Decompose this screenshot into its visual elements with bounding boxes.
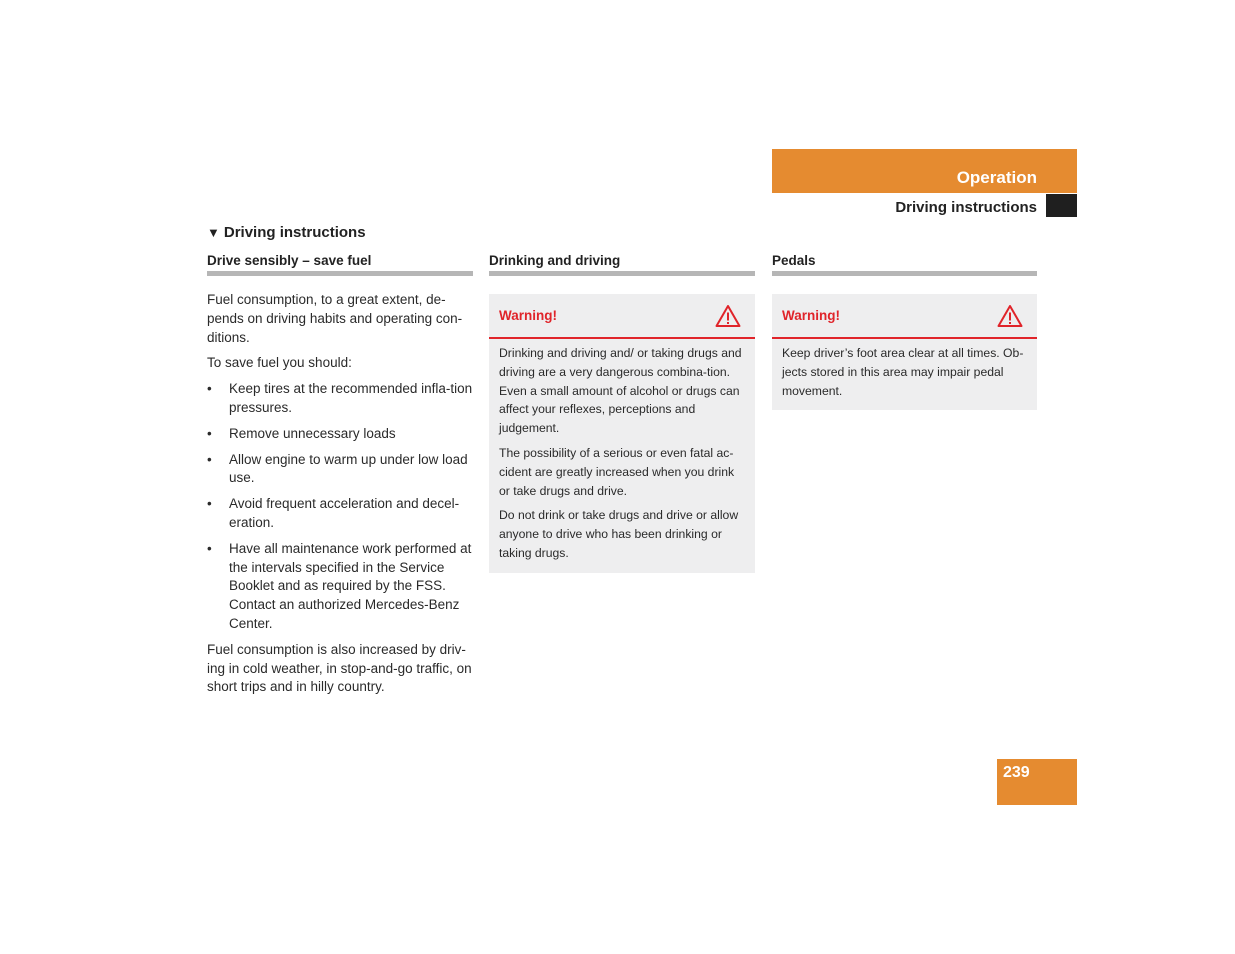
tips-list xyxy=(207,380,473,634)
warning-paragraph: Drinking and driving and/ or taking drugs and driving are a very dangerous combina-tion. Even a small amount of alcohol or drugs can affect your reflexes, perceptions and judgement. xyxy=(499,346,742,436)
warning-triangle-icon xyxy=(997,304,1023,328)
list-item: • Avoid frequent acceleration and decel-eration. xyxy=(207,495,473,533)
column-body xyxy=(207,291,473,697)
paragraph: To save fuel you should: xyxy=(207,355,352,371)
warning-label: Warning! xyxy=(499,308,557,323)
section-title-text: Driving instructions xyxy=(223,224,366,241)
list-item: • Remove unnecessary loads xyxy=(207,425,473,444)
triangle-down-icon: ▼ xyxy=(207,225,220,240)
warning-header xyxy=(489,294,755,339)
warning-triangle-icon xyxy=(715,304,741,328)
column-heading: Pedals xyxy=(772,252,1037,276)
warning-body xyxy=(489,339,755,573)
page-section-title xyxy=(207,224,366,241)
warning-paragraph: The possibility of a serious or even fatal ac-cident are greatly increased when you drink or take drugs and drive. xyxy=(499,445,735,498)
column-pedals xyxy=(772,252,1037,410)
thumb-tab xyxy=(1046,194,1077,217)
chapter-title: Operation xyxy=(956,168,1037,187)
list-item: • Have all maintenance work performed at the intervals specified in the Service Booklet and as required by the FSS. Contact an authorized Mercedes-Benz Center. xyxy=(207,540,473,634)
warning-label: Warning! xyxy=(782,308,840,323)
warning-body xyxy=(772,339,1037,410)
chapter-header xyxy=(772,149,1077,193)
warning-paragraph: Do not drink or take drugs and drive or allow anyone to drive who has been drinking or taking drugs. xyxy=(499,508,739,560)
warning-box xyxy=(772,294,1037,410)
list-item: • Allow engine to warm up under low load use. xyxy=(207,451,473,489)
column-heading: Drinking and driving xyxy=(489,252,755,276)
paragraph: Fuel consumption is also increased by driv-ing in cold weather, in stop-and-go traffic, on short trips and in hilly country. xyxy=(207,641,472,695)
paragraph: Fuel consumption, to a great extent, de-pends on driving habits and operating con-ditions. xyxy=(207,292,463,345)
column-heading: Drive sensibly – save fuel xyxy=(207,252,473,276)
column-drinking-driving xyxy=(489,252,755,573)
warning-paragraph: Keep driver’s foot area clear at all times. Ob-jects stored in this area may impair pedal movement. xyxy=(782,346,1024,398)
column-save-fuel xyxy=(207,252,473,704)
page-number: 239 xyxy=(997,759,1077,805)
warning-header xyxy=(772,294,1037,339)
warning-box xyxy=(489,294,755,573)
section-header: Driving instructions xyxy=(895,199,1037,216)
list-item: • Keep tires at the recommended infla-tion pressures. xyxy=(207,380,473,418)
